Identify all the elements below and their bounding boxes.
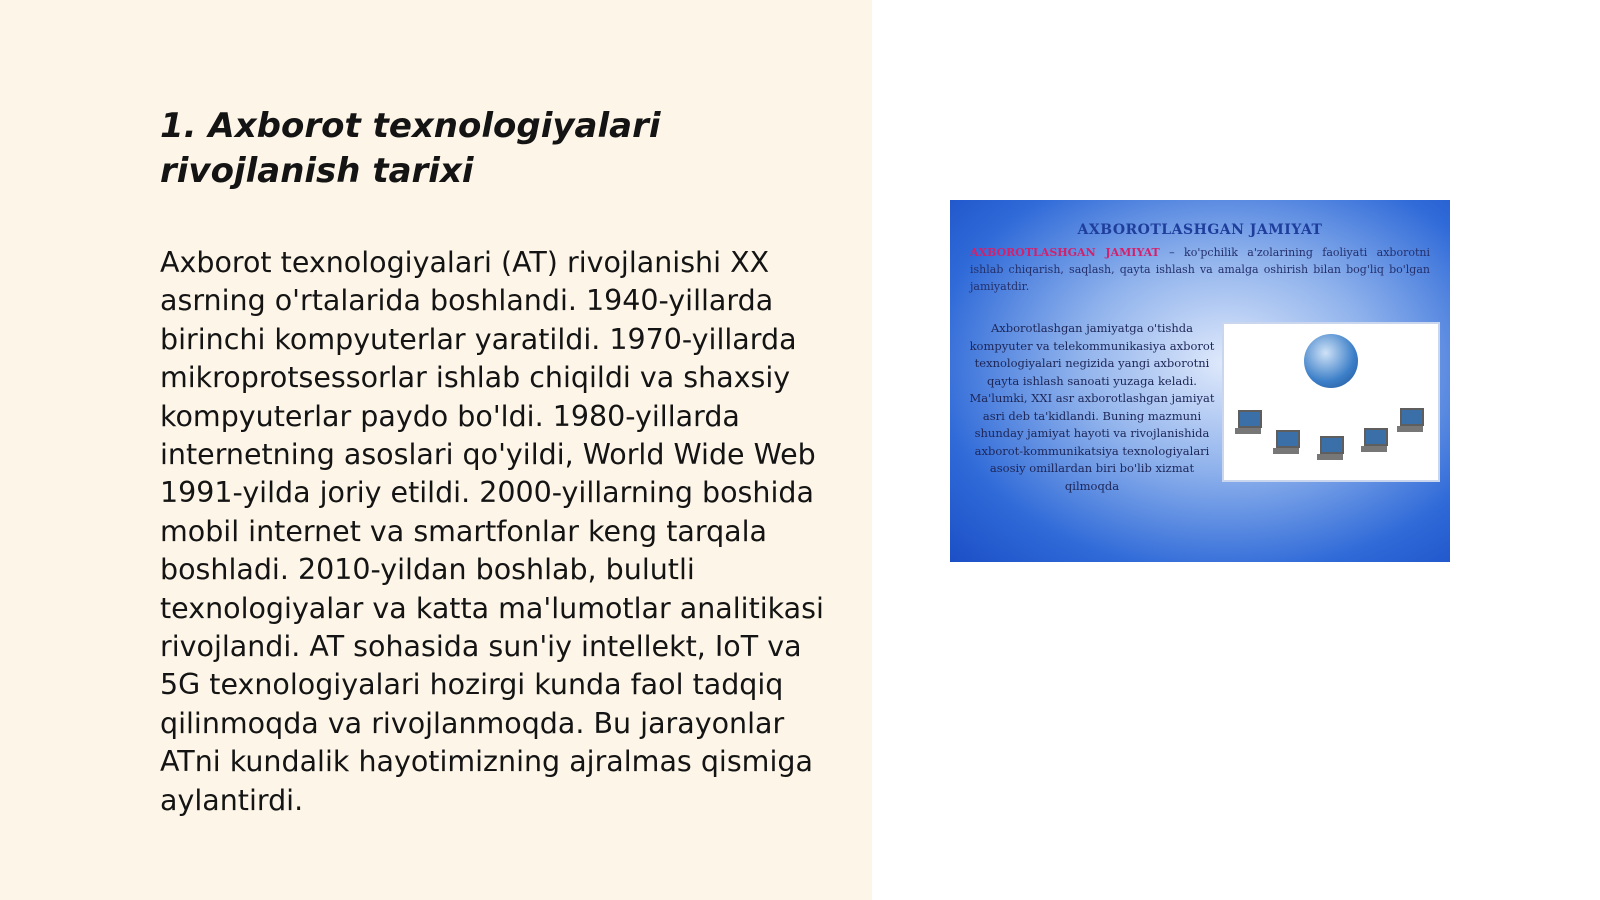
globe-icon xyxy=(1304,334,1358,388)
picture-intro xyxy=(970,244,1430,295)
picture-title: AXBOROTLASHGAN JAMIYAT xyxy=(1077,222,1323,238)
picture-text: Axborotlashgan jamiyatga o'tishda kompyuter va telekommunikasiya axborot texnologiyalari negizida yangi axborotni qayta ishlash sanoati yuzaga keladi. Ma'lumki, XXI asr axborotlashgan jamiyat asri deb ta'kidlandi. Buning mazmuni shunday jamiyat hayoti va rivojlanishida axborot-kommunikatsiya texnologiyalari asosiy omillardan biri bo'lib xizmat qilmoqda xyxy=(969,321,1215,493)
slide-title: 1. Axborot texnologiyalari rivojlanish tarixi xyxy=(160,106,661,191)
computer-icon xyxy=(1320,436,1344,454)
computer-base xyxy=(1317,454,1343,460)
computer-base xyxy=(1397,426,1423,432)
network-illustration xyxy=(1222,322,1440,482)
computer-base xyxy=(1273,448,1299,454)
slide-body-text: Axborot texnologiyalari (AT) rivojlanishi XX asrning o'rtalarida boshlandi. 1940-yillarda birinchi kompyuterlar yaratildi. 1970-yillarda mikroprotsessorlar ishlab chiqildi va shaxsiy kompyuterlar paydo bo'ldi. 1980-yillarda internetning asoslari qo'yildi, World Wide Web 1991-yilda joriy etildi. 2000-yillarning boshida mobil internet va smartfonlar keng tarqala boshladi. 2010-yildan boshlab, bulutli texnologiyalar va katta ma'lumotlar analitikasi rivojlandi. AT sohasida sun'iy intellekt, IoT va 5G texnologiyalari hozirgi kunda faol tadqiq qilinmoqda va rivojlanmoqda. Bu jarayonlar ATni kundalik hayotimizning ajralmas qismiga aylantirdi. xyxy=(160,246,824,817)
picture-intro-rest: – ko'pchilik a'zolarining faoliyati axborotni ishlab chiqarish, saqlash, qayta ishlash va amalga oshirish bilan bog'liq bo'lgan jamiyatdir. xyxy=(970,246,1431,293)
computer-icon xyxy=(1276,430,1300,448)
computer-base xyxy=(1235,428,1261,434)
slide-picture xyxy=(950,200,1450,562)
computer-base xyxy=(1361,446,1387,452)
computer-icon xyxy=(1364,428,1388,446)
computer-icon xyxy=(1238,410,1262,428)
computer-icon xyxy=(1400,408,1424,426)
picture-intro-highlight: AXBOROTLASHGAN JAMIYAT xyxy=(970,246,1160,259)
